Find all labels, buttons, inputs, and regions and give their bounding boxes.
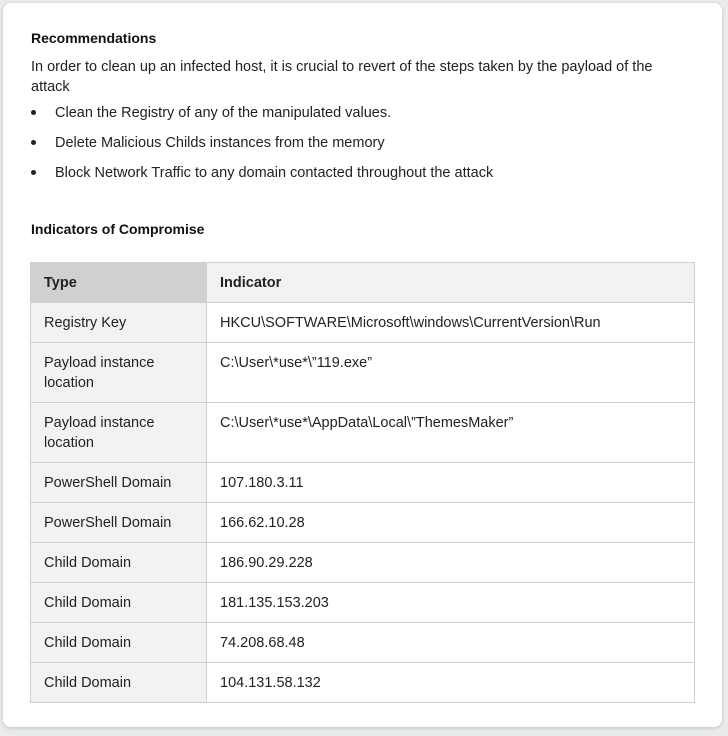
bullet-icon — [31, 170, 36, 175]
indicator-cell: HKCU\SOFTWARE\Microsoft\windows\CurrentVersion\Run — [207, 303, 695, 343]
type-cell: Payload instance location — [31, 343, 207, 403]
table-row — [31, 583, 695, 623]
indicator-cell: 107.180.3.11 — [207, 463, 695, 503]
table-row — [31, 303, 695, 343]
indicator-cell: 181.135.153.203 — [207, 583, 695, 623]
indicator-cell: C:\User\*use*\”119.exe” — [207, 343, 695, 403]
table-row — [31, 663, 695, 703]
indicator-cell: 104.131.58.132 — [207, 663, 695, 703]
table-row — [31, 343, 695, 403]
table-row — [31, 623, 695, 663]
type-cell: Child Domain — [31, 623, 207, 663]
recommendations-heading: Recommendations — [31, 30, 157, 46]
table-row — [31, 463, 695, 503]
document-card — [3, 3, 722, 727]
type-cell: PowerShell Domain — [31, 463, 207, 503]
recommendation-text: Clean the Registry of any of the manipulated values. — [55, 105, 392, 121]
recommendations-list — [31, 103, 493, 193]
recommendation-item — [31, 163, 493, 193]
type-cell: Child Domain — [31, 663, 207, 703]
table-row — [31, 503, 695, 543]
table-row — [31, 403, 695, 463]
recommendations-intro: In order to clean up an infected host, it is crucial to revert of the steps taken by the payload of the attack — [31, 59, 653, 95]
ioc-heading: Indicators of Compromise — [31, 221, 205, 237]
type-cell: Child Domain — [31, 583, 207, 623]
type-cell: PowerShell Domain — [31, 503, 207, 543]
type-column-header: Type — [31, 263, 207, 303]
recommendation-text: Delete Malicious Childs instances from the memory — [55, 135, 385, 151]
recommendation-text: Block Network Traffic to any domain contacted throughout the attack — [55, 165, 494, 181]
indicator-cell: 186.90.29.228 — [207, 543, 695, 583]
recommendation-item — [31, 133, 493, 163]
ioc-table — [30, 262, 695, 703]
bullet-icon — [31, 110, 36, 115]
indicator-cell: C:\User\*use*\AppData\Local\”ThemesMaker” — [207, 403, 695, 463]
indicator-column-header: Indicator — [207, 263, 695, 303]
table-row — [31, 543, 695, 583]
type-cell: Registry Key — [31, 303, 207, 343]
recommendation-item — [31, 103, 493, 133]
bullet-icon — [31, 140, 36, 145]
table-header-row — [31, 263, 695, 303]
type-cell: Payload instance location — [31, 403, 207, 463]
type-cell: Child Domain — [31, 543, 207, 583]
indicator-cell: 74.208.68.48 — [207, 623, 695, 663]
indicator-cell: 166.62.10.28 — [207, 503, 695, 543]
